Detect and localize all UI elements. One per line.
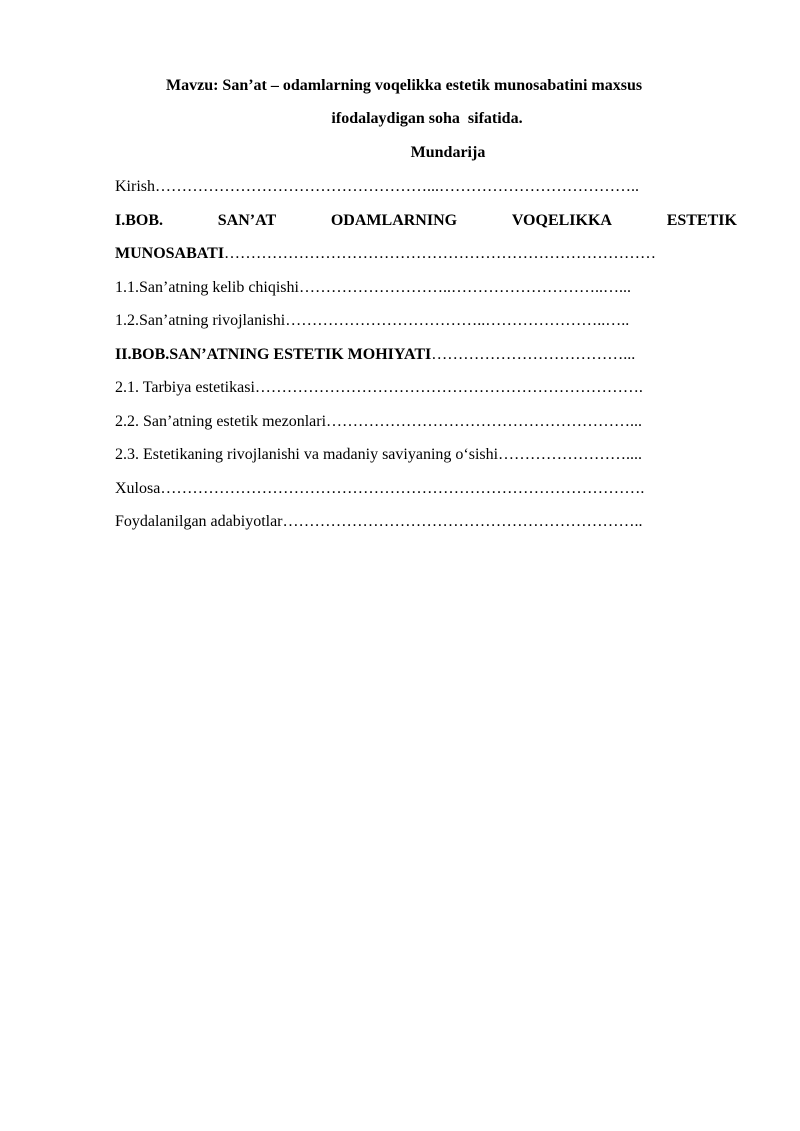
bob1-word: SAN’AT: [217, 211, 277, 229]
bob1-leader-dots: ………………………………………………………………………: [224, 245, 657, 262]
toc-entry-bob1-line1: [115, 207, 737, 241]
table-of-contents: [115, 173, 737, 542]
toc-entry-xulosa: Xulosa……………………………………………………………………………….: [115, 479, 645, 497]
toc-entry-bob1-line2: [115, 240, 737, 274]
toc-entry-adabiyotlar: Foydalanilgan adabiyotlar…………………………………………………………..: [115, 513, 643, 530]
bob1-continuation-label: MUNOSABATI: [115, 245, 225, 262]
toc-heading: Mundarija: [410, 144, 486, 161]
document-title-line1: Mavzu: San’at – odamlarning voqelikka estetik munosabatini maxsus: [166, 77, 643, 94]
toc-entry-2-1: 2.1. Tarbiya estetikasi……………………………………………………………….: [115, 379, 643, 396]
document-title-line2: ifodalaydigan soha sifatida.: [331, 110, 523, 127]
toc-entry-kirish: Kirish……………………………………………...………………………………..: [115, 178, 639, 195]
toc-entry-1-2: 1.2.San’atning rivojlanishi………………………………..…………………..…..: [115, 312, 630, 329]
bob1-word: ESTETIK: [666, 211, 737, 229]
toc-entry-2-2: 2.2. San’atning estetik mezonlari…………………………………………………...: [115, 412, 643, 430]
toc-entry-2-3: 2.3. Estetikaning rivojlanishi va madaniy saviyaning o‘sishi……………………....: [115, 446, 643, 463]
bob1-word: ODAMLARNING: [330, 211, 458, 229]
bob1-word: VOQELIKKA: [511, 211, 612, 229]
bob1-word: I.BOB.: [115, 211, 164, 229]
toc-entry-bob2: [115, 341, 737, 375]
bob2-leader-dots: ………………………………...: [431, 345, 636, 363]
toc-entry-1-1: 1.1.San’atning kelib chiqishi………………………..………………………..…...: [115, 278, 631, 296]
bob2-label: II.BOB.SAN’ATNING ESTETIK MOHIYATI: [115, 345, 432, 363]
